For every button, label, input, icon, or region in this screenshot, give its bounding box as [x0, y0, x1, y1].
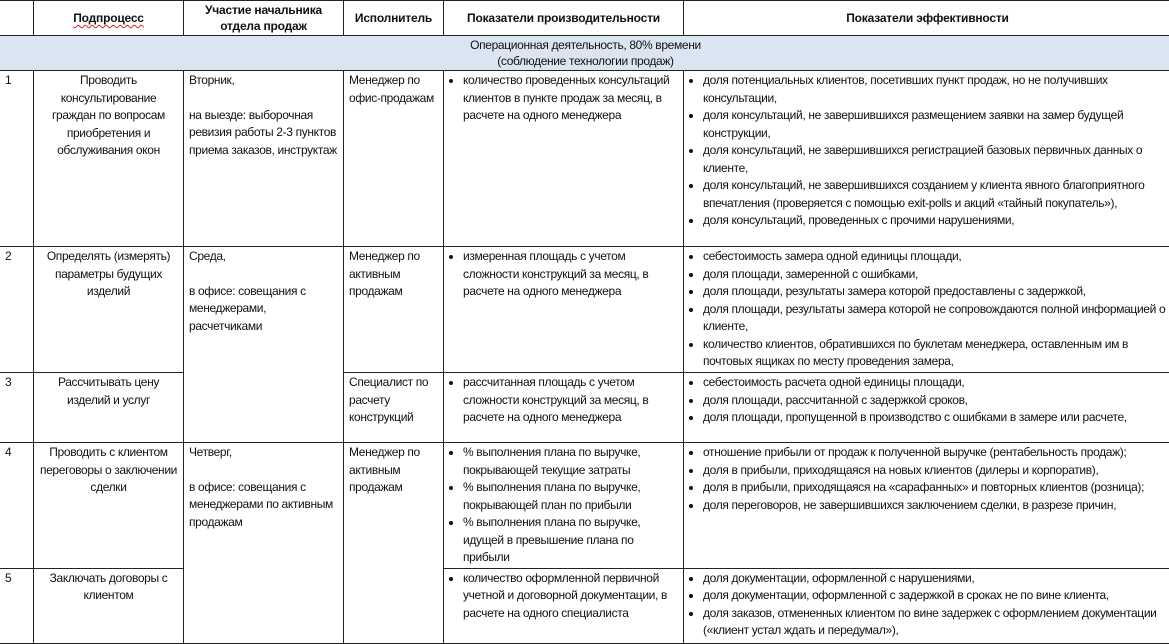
subprocess-cell: Проводить консультирование граждан по вопросам приобретения и обслуживания окон: [34, 71, 184, 247]
efficiency-item: • доля консультаций, не завершившихся размещением заявки на замер будущей конструкции,: [703, 107, 1166, 142]
efficiency-item: • доля в прибыли, приходящаяся на «сарафанных» и повторных клиентов (розница);: [703, 479, 1166, 497]
productivity-item: • % выполнения плана по выручке, идущей в превышение плана по прибыли: [463, 514, 678, 567]
efficiency-cell: [684, 568, 1169, 643]
executor-cell: Менеджер по офис-продажам: [344, 71, 444, 247]
efficiency-item: • доля площади, рассчитанной с задержкой сроков,: [703, 392, 1166, 410]
productivity-item: • % выполнения плана по выручке, покрывающей текущие затраты: [463, 444, 678, 479]
efficiency-item: • доля потенциальных клиентов, посетивших пункт продаж, но не получивших консультации,: [703, 72, 1166, 107]
table-row: [0, 443, 1169, 569]
efficiency-item: • доля документации, оформленной с нарушениями,: [703, 570, 1166, 588]
participation-day: Четверг,: [189, 444, 338, 462]
header-subprocess: [34, 1, 184, 36]
row-num: 1: [0, 71, 34, 247]
section-band: [0, 36, 1169, 71]
productivity-item: • количество оформленной первичной учетной и договорной документации, в расчете на одного специалиста: [463, 570, 678, 623]
efficiency-item: • доля площади, результаты замера которой не сопровождаются полной информацией о клиенте,: [703, 301, 1166, 336]
efficiency-item: • доля площади, пропущенной в производство с ошибками в замере или расчете,: [703, 409, 1166, 427]
header-executor: Исполнитель: [344, 1, 444, 36]
participation-cell: [184, 247, 344, 443]
efficiency-item: • доля в прибыли, приходящаяся на новых клиентов (дилеры и корпоратив),: [703, 462, 1166, 480]
header-productivity: Показатели производительности: [444, 1, 684, 36]
efficiency-item: • доля площади, результаты замера которой предоставлены с задержкой,: [703, 283, 1166, 301]
table-row: [0, 568, 1169, 643]
subprocess-cell: Рассчитывать цену изделий и услуг: [34, 373, 184, 443]
row-num: 4: [0, 443, 34, 569]
productivity-cell: [444, 71, 684, 247]
productivity-item: • количество проведенных консультаций клиентов в пункте продаж за месяц, в расчете на одного менеджера: [463, 72, 678, 125]
participation-day: Вторник,: [189, 72, 338, 90]
subprocess-cell: Проводить с клиентом переговоры о заключении сделки: [34, 443, 184, 569]
efficiency-item: • доля переговоров, не завершившихся заключением сделки, в разрезе причин,: [703, 497, 1166, 515]
efficiency-item: • количество клиентов, обратившихся по буклетам менеджера, оставленным им в почтовых ящиках по месту проведения замера,: [703, 336, 1166, 371]
subprocess-cell: Заключать договоры с клиентом: [34, 568, 184, 643]
efficiency-item: • себестоимость расчета одной единицы площади,: [703, 374, 1166, 392]
productivity-item: • рассчитанная площадь с учетом сложности конструкций за месяц, в расчете на одного менеджера: [463, 374, 678, 427]
efficiency-cell: [684, 247, 1169, 373]
efficiency-item: • доля консультаций, не завершившихся регистрацией базовых первичных данных о клиенте,: [703, 142, 1166, 177]
header-num: [0, 1, 34, 36]
efficiency-item: • себестоимость замера одной единицы площади,: [703, 248, 1166, 266]
efficiency-item: • доля площади, замеренной с ошибками,: [703, 266, 1166, 284]
executor-cell: Менеджер по активным продажам: [344, 443, 444, 644]
productivity-item: • измеренная площадь с учетом сложности конструкций за месяц, в расчете на одного менеджера: [463, 248, 678, 301]
efficiency-item: • доля консультаций, проведенных с прочими нарушениями,: [703, 212, 1166, 230]
row-num: 2: [0, 247, 34, 373]
productivity-cell: [444, 373, 684, 443]
table-row: [0, 71, 1169, 247]
table-row: [0, 373, 1169, 443]
row-num: 5: [0, 568, 34, 643]
table-row: [0, 247, 1169, 373]
productivity-cell: [444, 443, 684, 569]
participation-text: на выезде: выборочная ревизия работы 2-3 пунктов приема заказов, инструктаж: [189, 107, 338, 160]
participation-cell: [184, 71, 344, 247]
header-subprocess-text: Подпроцесс: [73, 11, 144, 25]
participation-cell: [184, 443, 344, 644]
participation-text: в офисе: совещания с менеджерами по активным продажам: [189, 479, 338, 532]
productivity-item: • % выполнения плана по выручке, покрывающей план по прибыли: [463, 479, 678, 514]
section-title: Операционная деятельность, 80% времени: [5, 37, 1166, 53]
executor-cell: Менеджер по активным продажам: [344, 247, 444, 373]
efficiency-item: • доля документации, оформленной с задержкой в сроках не по вине клиента,: [703, 587, 1166, 605]
executor-cell: Специалист по расчету конструкций: [344, 373, 444, 443]
productivity-cell: [444, 247, 684, 373]
efficiency-cell: [684, 373, 1169, 443]
participation-day: Среда,: [189, 248, 338, 266]
productivity-cell: [444, 568, 684, 643]
efficiency-item: • доля заказов, отмененных клиентом по вине задержек с оформлением документации («клиент устал ждать и передумал»),: [703, 605, 1166, 640]
efficiency-cell: [684, 443, 1169, 569]
header-efficiency: Показатели эффективности: [684, 1, 1169, 36]
efficiency-item: • доля консультаций, не завершившихся созданием у клиента явного благоприятного впечатления (проверяется с помощью exit-polls и акций «тайный покупатель»),: [703, 177, 1166, 212]
header-row: [0, 1, 1169, 36]
efficiency-item: • отношение прибыли от продаж к полученной выручке (рентабельность продаж);: [703, 444, 1166, 462]
header-head-participation: Участие начальника отдела продаж: [184, 1, 344, 36]
participation-text: в офисе: совещания с менеджерами, расчетчиками: [189, 283, 338, 336]
subprocess-cell: Определять (измерять) параметры будущих изделий: [34, 247, 184, 373]
efficiency-cell: [684, 71, 1169, 247]
section-subtitle: (соблюдение технологии продаж): [5, 53, 1166, 69]
row-num: 3: [0, 373, 34, 443]
